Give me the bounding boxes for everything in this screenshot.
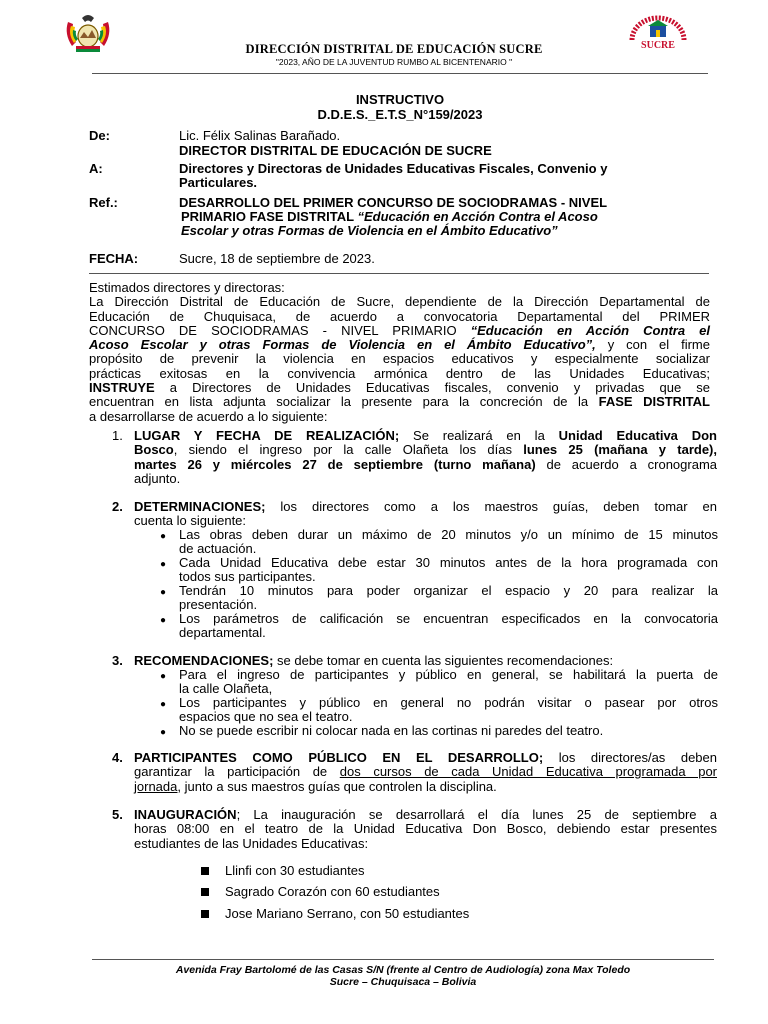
to-label: A: xyxy=(89,161,103,176)
intro-line: encuentran en lista adjunta socializar la presente para la concreción de la FASE DISTRITAL xyxy=(89,394,710,410)
school-list-item: Sagrado Corazón con 60 estudiantes xyxy=(225,884,440,899)
intro-line: propósito de prevenir la violencia en espacios educativos y especialmente socializar xyxy=(89,351,710,367)
ref-line-2: PRIMARIO FASE DISTRITAL “Educación en Acción Contra el Acoso xyxy=(181,209,598,224)
list-item: Para el ingreso de participantes y público en general, se habilitará la puerta de la calle Olañeta, xyxy=(179,667,718,697)
item-inauguracion: INAUGURACIÓN; La inauguración se desarrollará el día lunes 25 de septiembre a horas 08:00 en el teatro de la Unidad Educativa Don Bosco, debiendo estar presentes estudiantes de las Unidades Educativas: xyxy=(134,807,717,851)
school-list-item: Jose Mariano Serrano, con 50 estudiantes xyxy=(225,906,470,921)
list-item: Los participantes y público en general no podrán visitar o pasear por otros espacios que no sea el teatro. xyxy=(179,695,718,725)
bolivia-coat-of-arms-logo xyxy=(62,12,114,54)
bullet-icon: ● xyxy=(160,671,167,682)
bullet-icon: ● xyxy=(160,531,167,542)
list-item: No se puede escribir ni colocar nada en las cortinas ni paredes del teatro. xyxy=(179,723,604,738)
to-line-1: Directores y Directoras de Unidades Educativas Fiscales, Convenio y xyxy=(179,161,608,176)
intro-line: a desarrollarse de acuerdo a lo siguiente: xyxy=(89,408,328,424)
list-item: Cada Unidad Educativa debe estar 30 minutos antes de la hora programada con todos sus participantes. xyxy=(179,555,718,585)
square-bullet-icon xyxy=(201,888,209,896)
bullet-icon: ● xyxy=(160,587,167,598)
square-bullet-icon xyxy=(201,867,209,875)
bullet-icon: ● xyxy=(160,727,167,738)
from-name: Lic. Félix Salinas Barañado. xyxy=(179,128,341,143)
item-determinaciones: DETERMINACIONES; los directores como a los maestros guías, deben tomar en cuenta lo siguiente: xyxy=(134,499,717,529)
header-title: DIRECCIÓN DISTRITAL DE EDUCACIÓN SUCRE xyxy=(245,42,543,56)
ref-label: Ref.: xyxy=(89,195,118,210)
seal-sucre-text: SUCRE xyxy=(641,40,675,51)
item-number: 1. xyxy=(112,428,123,443)
document-type: INSTRUCTIVO xyxy=(355,92,445,107)
ref-line-1: DESARROLLO DEL PRIMER CONCURSO DE SOCIODRAMAS - NIVEL xyxy=(179,195,608,210)
item-recomendaciones: RECOMENDACIONES; se debe tomar en cuenta las siguientes recomendaciones: xyxy=(134,653,614,668)
to-line-2: Particulares. xyxy=(179,175,258,190)
item-lugar-fecha: LUGAR Y FECHA DE REALIZACIÓN; Se realizará en la Unidad Educativa Don Bosco, siendo el ingreso por la calle Olañeta los días lunes 25 (mañana y tarde), martes 26 y miércoles 27 de septiembre (turno mañana) de acuerdo a cronograma adjunto. xyxy=(134,428,718,486)
greeting: Estimados directores y directoras: xyxy=(89,280,285,295)
intro-line: Educación de Chuquisaca, de acuerdo a convocatoria Departamental del PRIMER xyxy=(89,308,710,324)
header-divider xyxy=(92,73,708,74)
list-item: Las obras deben durar un máximo de 20 minutos y/o un mínimo de 15 minutos de actuación. xyxy=(179,527,718,557)
document-code: D.D.E.S._E.T.S_N°159/2023 xyxy=(317,107,483,122)
intro-line: La Dirección Distrital de Educación de Sucre, dependiente de la Dirección Departamental de xyxy=(89,294,710,310)
school-list-item: Llinfi con 30 estudiantes xyxy=(225,863,365,878)
square-bullet-icon xyxy=(201,910,209,918)
date-label: FECHA: xyxy=(89,251,139,266)
header-motto: "2023, AÑO DE LA JUVENTUD RUMBO AL BICENTENARIO " xyxy=(275,57,513,67)
footer-city: Sucre – Chuquisaca – Bolivia xyxy=(329,976,477,988)
bullet-icon: ● xyxy=(160,615,167,626)
item-participantes: PARTICIPANTES COMO PÚBLICO EN EL DESARROLLO; los directores/as deben garantizar la participación de dos cursos de cada Unidad Educativa programada por jornada, junto a sus maestros guías que controlen la disciplina. xyxy=(134,750,718,794)
intro-paragraph xyxy=(89,281,710,424)
distrital-education-seal-logo xyxy=(626,14,690,60)
footer-address: Avenida Fray Bartolomé de las Casas S/N (frente al Centro de Audiología) zona Max Toledo xyxy=(175,964,631,976)
intro-line: INSTRUYE a Directores de Unidades Educativas fiscales, convenio y privadas que se xyxy=(89,380,710,396)
item-number: 4. xyxy=(112,750,123,765)
ref-line-3: Escolar y otras Formas de Violencia en el Ámbito Educativo” xyxy=(181,223,558,238)
bullet-icon: ● xyxy=(160,559,167,570)
from-label: De: xyxy=(89,128,110,143)
intro-line: Acoso Escolar y otras Formas de Violencia en el Ámbito Educativo”, y con el firme xyxy=(89,337,710,353)
item-number: 3. xyxy=(112,653,123,668)
list-item: Los parámetros de calificación se encuentran especificados en la convocatoria departamental. xyxy=(179,611,718,641)
from-role: DIRECTOR DISTRITAL DE EDUCACIÓN DE SUCRE xyxy=(179,143,492,158)
date-value: Sucre, 18 de septiembre de 2023. xyxy=(179,251,375,266)
meta-divider xyxy=(89,273,709,274)
list-item: Tendrán 10 minutos para poder organizar el espacio y 20 para realizar la presentación. xyxy=(179,583,718,613)
intro-line: prácticas exitosas en la convivencia armónica dentro de las Unidades Educativas; xyxy=(89,365,710,381)
item-number: 2. xyxy=(112,499,123,514)
intro-line: CONCURSO DE SOCIODRAMAS - NIVEL PRIMARIO “Educación en Acción Contra el xyxy=(89,322,710,338)
item-number: 5. xyxy=(112,807,123,822)
footer-divider xyxy=(92,959,714,960)
bullet-icon: ● xyxy=(160,699,167,710)
